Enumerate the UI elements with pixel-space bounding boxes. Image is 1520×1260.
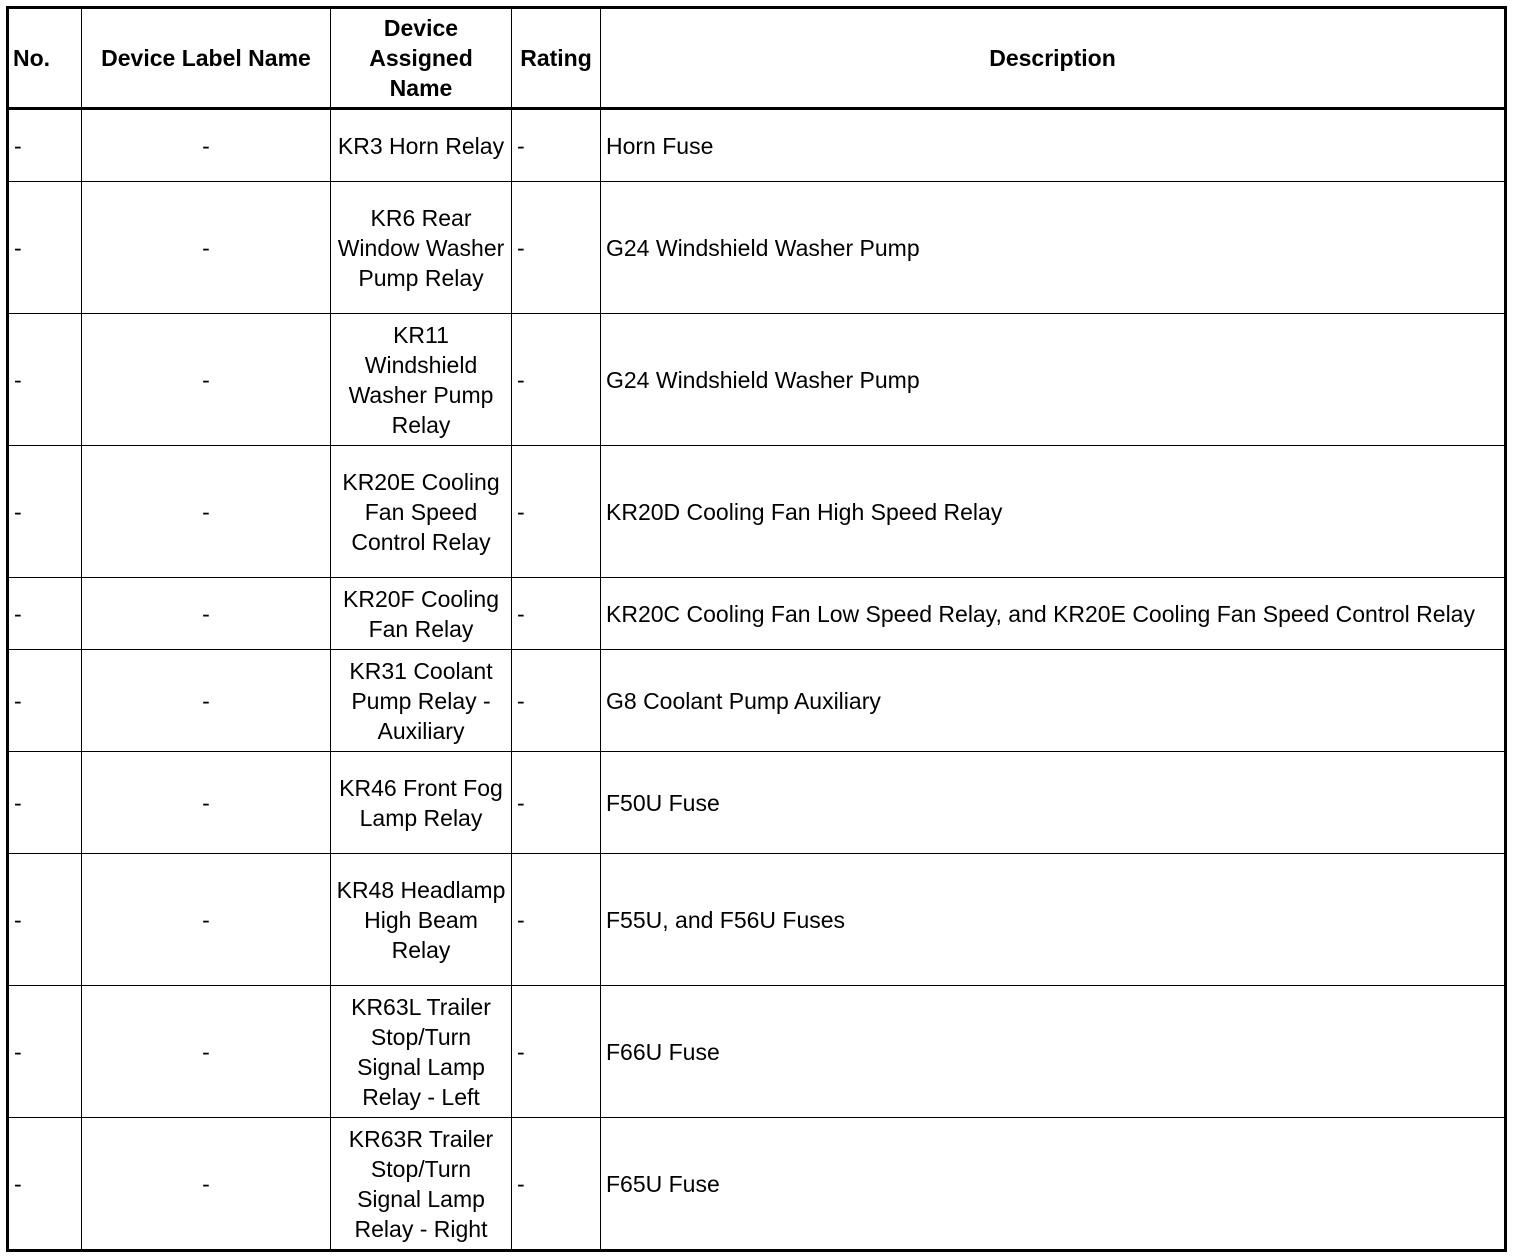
- cell-device-label-name: -: [82, 650, 331, 752]
- cell-device-assigned-name: KR46 Front Fog Lamp Relay: [331, 752, 512, 854]
- cell-device-assigned-name: KR63L Trailer Stop/Turn Signal Lamp Relay - Left: [331, 986, 512, 1118]
- table-row: [8, 446, 1506, 578]
- cell-device-label-name: -: [82, 1118, 331, 1251]
- header-device-label-name: Device Label Name: [82, 8, 331, 109]
- cell-no: -: [8, 854, 82, 986]
- cell-device-assigned-name: KR20F Cooling Fan Relay: [331, 578, 512, 650]
- cell-rating: -: [512, 854, 601, 986]
- table-row: [8, 1118, 1506, 1251]
- header-description: Description: [601, 8, 1506, 109]
- cell-device-label-name: -: [82, 182, 331, 314]
- cell-description: F55U, and F56U Fuses: [601, 854, 1506, 986]
- cell-device-assigned-name: KR31 Coolant Pump Relay - Auxiliary: [331, 650, 512, 752]
- cell-no: -: [8, 109, 82, 182]
- cell-no: -: [8, 752, 82, 854]
- cell-device-assigned-name: KR6 Rear Window Washer Pump Relay: [331, 182, 512, 314]
- cell-no: -: [8, 650, 82, 752]
- cell-description: KR20D Cooling Fan High Speed Relay: [601, 446, 1506, 578]
- cell-rating: -: [512, 578, 601, 650]
- cell-description: G8 Coolant Pump Auxiliary: [601, 650, 1506, 752]
- header-no: No.: [8, 8, 82, 109]
- table-row: [8, 109, 1506, 182]
- cell-rating: -: [512, 1118, 601, 1251]
- cell-rating: -: [512, 986, 601, 1118]
- cell-device-assigned-name: KR20E Cooling Fan Speed Control Relay: [331, 446, 512, 578]
- cell-device-label-name: -: [82, 446, 331, 578]
- cell-description: F50U Fuse: [601, 752, 1506, 854]
- table-row: [8, 752, 1506, 854]
- cell-device-label-name: -: [82, 314, 331, 446]
- cell-description: F66U Fuse: [601, 986, 1506, 1118]
- table-row: [8, 578, 1506, 650]
- cell-device-label-name: -: [82, 752, 331, 854]
- cell-device-assigned-name: KR3 Horn Relay: [331, 109, 512, 182]
- table-row: [8, 986, 1506, 1118]
- cell-description: F65U Fuse: [601, 1118, 1506, 1251]
- cell-device-label-name: -: [82, 986, 331, 1118]
- cell-description: G24 Windshield Washer Pump: [601, 182, 1506, 314]
- cell-description: Horn Fuse: [601, 109, 1506, 182]
- table-row: [8, 314, 1506, 446]
- cell-no: -: [8, 578, 82, 650]
- cell-rating: -: [512, 650, 601, 752]
- cell-device-assigned-name: KR63R Trailer Stop/Turn Signal Lamp Relay - Right: [331, 1118, 512, 1251]
- cell-device-assigned-name: KR11 Windshield Washer Pump Relay: [331, 314, 512, 446]
- table-row: [8, 854, 1506, 986]
- cell-no: -: [8, 986, 82, 1118]
- table-row: [8, 650, 1506, 752]
- header-device-assigned-name: Device Assigned Name: [331, 8, 512, 109]
- header-rating: Rating: [512, 8, 601, 109]
- table-row: [8, 182, 1506, 314]
- cell-no: -: [8, 446, 82, 578]
- cell-device-assigned-name: KR48 Headlamp High Beam Relay: [331, 854, 512, 986]
- cell-no: -: [8, 1118, 82, 1251]
- table-header-row: [8, 8, 1506, 109]
- cell-device-label-name: -: [82, 109, 331, 182]
- cell-device-label-name: -: [82, 578, 331, 650]
- cell-rating: -: [512, 109, 601, 182]
- cell-no: -: [8, 314, 82, 446]
- cell-rating: -: [512, 752, 601, 854]
- cell-description: KR20C Cooling Fan Low Speed Relay, and KR20E Cooling Fan Speed Control Relay: [601, 578, 1506, 650]
- cell-device-label-name: -: [82, 854, 331, 986]
- fuse-relay-table: [6, 6, 1507, 1252]
- cell-rating: -: [512, 182, 601, 314]
- cell-no: -: [8, 182, 82, 314]
- cell-rating: -: [512, 314, 601, 446]
- cell-rating: -: [512, 446, 601, 578]
- cell-description: G24 Windshield Washer Pump: [601, 314, 1506, 446]
